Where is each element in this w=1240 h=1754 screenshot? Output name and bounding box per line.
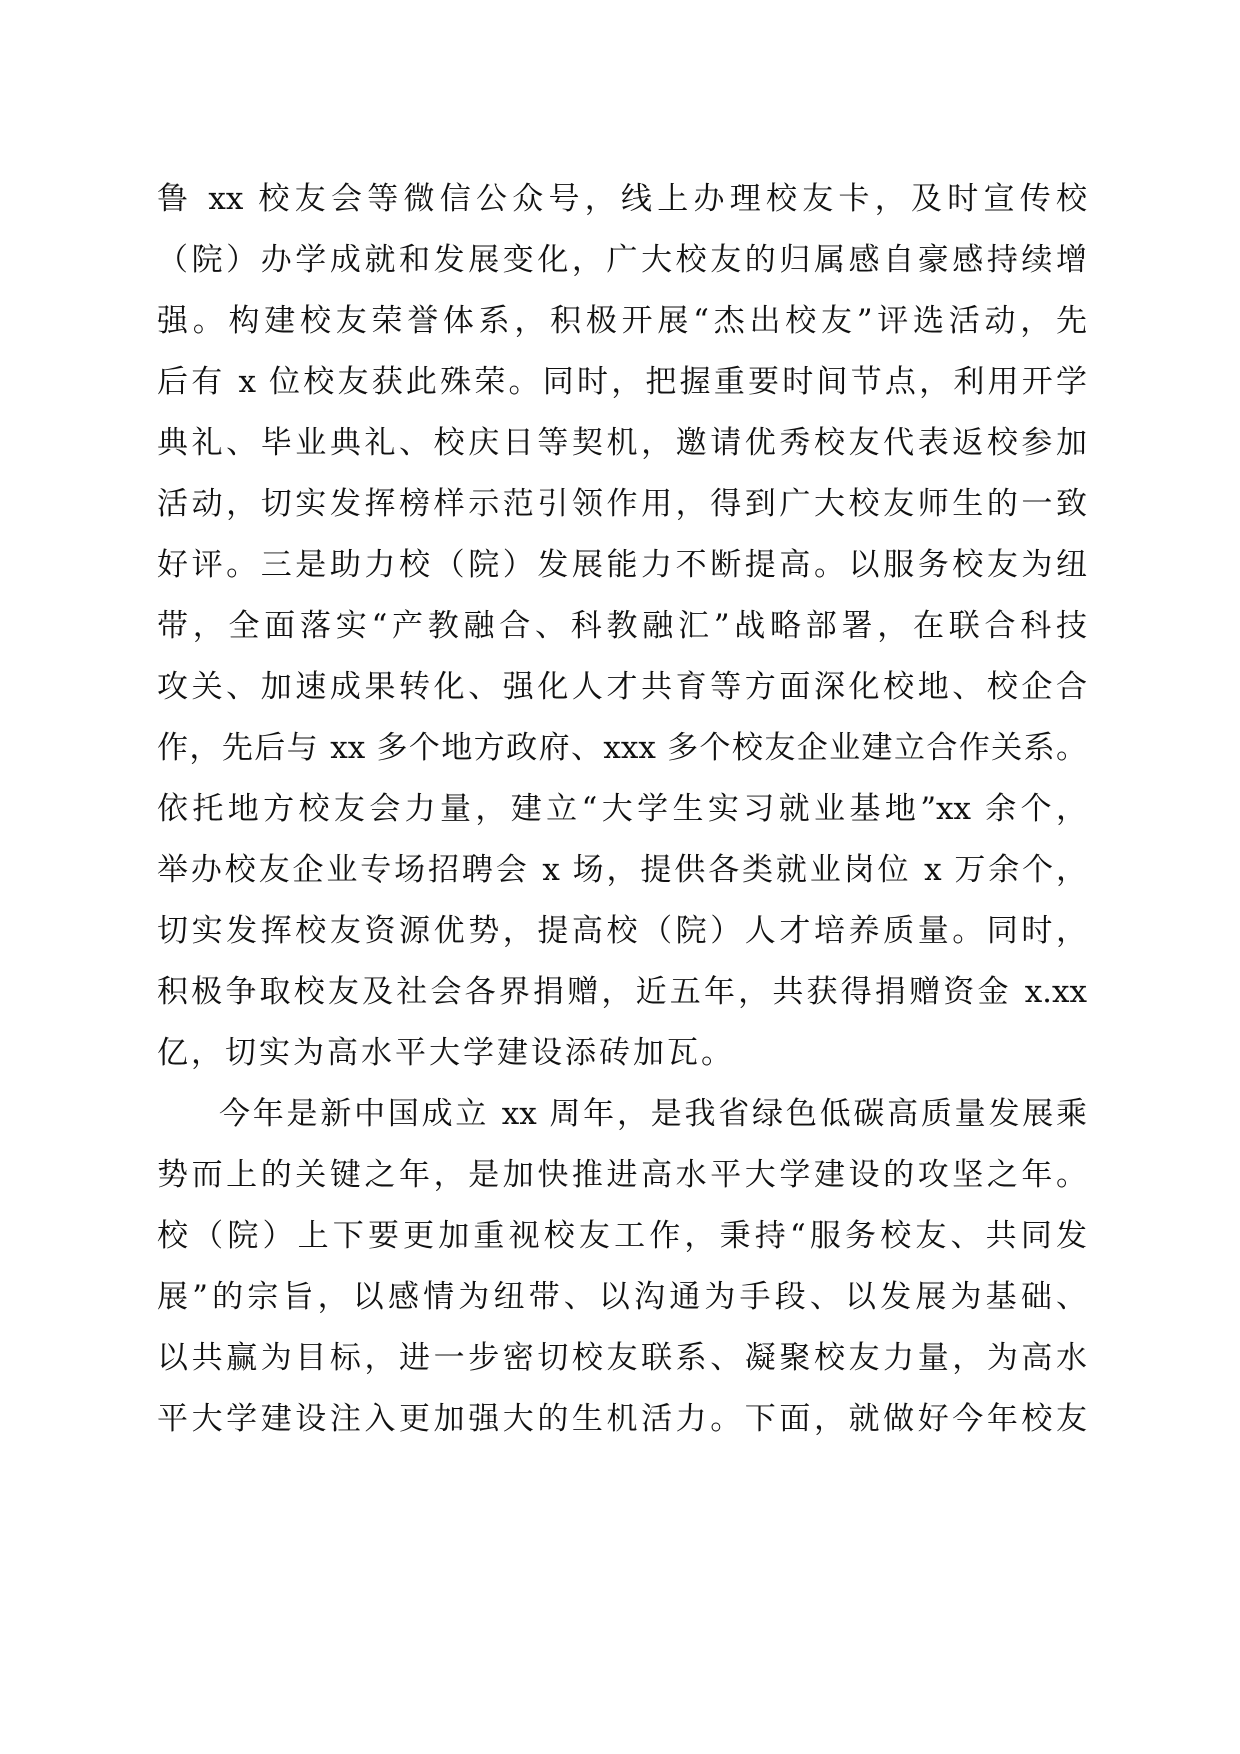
text-line: 典礼、毕业典礼、校庆日等契机，邀请优秀校友代表返校参加: [157, 425, 1087, 461]
text-line: 势而上的关键之年，是加快推进高水平大学建设的攻坚之年。: [157, 1157, 1087, 1193]
text-line: 好评。三是助力校（院）发展能力不断提高。以服务校友为纽: [157, 547, 1087, 583]
text-line: 后有 x 位校友获此殊荣。同时，把握重要时间节点，利用开学: [157, 364, 1087, 400]
text-line: 带，全面落实“产教融合、科教融汇”战略部署，在联合科技: [157, 608, 1087, 644]
text-line: 强。构建校友荣誉体系，积极开展“杰出校友”评选活动，先: [157, 303, 1087, 339]
text-line: 展”的宗旨，以感情为纽带、以沟通为手段、以发展为基础、: [157, 1279, 1087, 1315]
text-line: 作，先后与 xx 多个地方政府、xxx 多个校友企业建立合作关系。: [157, 730, 1087, 766]
text-line: （院）办学成就和发展变化，广大校友的归属感自豪感持续增: [157, 242, 1087, 278]
paragraph-first-line: 今年是新中国成立 xx 周年，是我省绿色低碳高质量发展乘: [219, 1096, 1087, 1132]
body-text: [157, 181, 1087, 1465]
text-line: 以共赢为目标，进一步密切校友联系、凝聚校友力量，为高水: [157, 1340, 1087, 1376]
text-line: 举办校友企业专场招聘会 x 场，提供各类就业岗位 x 万余个，: [157, 852, 1087, 888]
text-line: 切实发挥校友资源优势，提高校（院）人才培养质量。同时，: [157, 913, 1087, 949]
text-line: 鲁 xx 校友会等微信公众号，线上办理校友卡，及时宣传校: [157, 181, 1087, 217]
text-line: 校（院）上下要更加重视校友工作，秉持“服务校友、共同发: [157, 1218, 1087, 1254]
text-line: 亿，切实为高水平大学建设添砖加瓦。: [157, 1035, 735, 1071]
text-line: 平大学建设注入更加强大的生机活力。下面，就做好今年校友: [157, 1401, 1087, 1437]
text-line: 依托地方校友会力量，建立“大学生实习就业基地”xx 余个，: [157, 791, 1087, 827]
text-line: 攻关、加速成果转化、强化人才共育等方面深化校地、校企合: [157, 669, 1087, 705]
text-line: 活动，切实发挥榜样示范引领作用，得到广大校友师生的一致: [157, 486, 1087, 522]
text-line: 积极争取校友及社会各界捐赠，近五年，共获得捐赠资金 x.xx: [157, 974, 1087, 1010]
